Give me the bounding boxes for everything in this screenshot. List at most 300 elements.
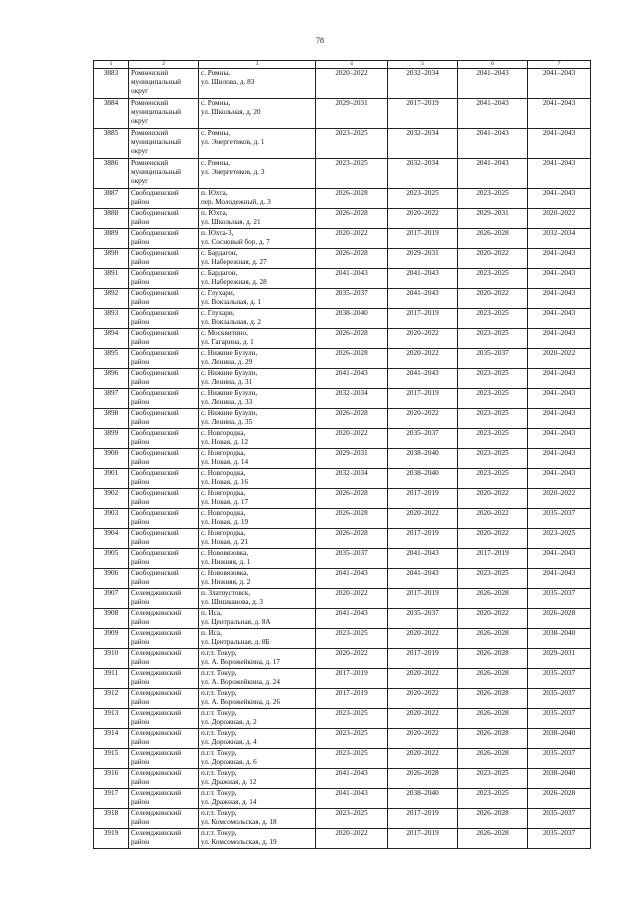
table-row <box>94 829 591 849</box>
address-cell-line: ул. Новая, д. 16 <box>201 478 249 486</box>
district-cell <box>129 589 199 609</box>
period-cell-4: 2023–2025 <box>316 809 388 829</box>
address-cell-line: с. Бардагон, <box>201 269 238 277</box>
table-row <box>94 159 591 189</box>
address-cell-line: п. Иса, <box>201 629 222 637</box>
district-cell-line: Селемджинский <box>131 709 182 717</box>
period-cell-7: 2035–2037 <box>528 829 591 849</box>
period-cell-5: 2038–2040 <box>388 449 458 469</box>
district-cell-line: Селемджинский <box>131 689 182 697</box>
period-cell-6: 2017–2019 <box>458 549 528 569</box>
row-number: 3916 <box>94 769 129 789</box>
register-table <box>93 60 591 849</box>
address-cell-line: ул. Сосновый бор, д. 7 <box>201 238 270 246</box>
address-cell-line: ул. Нижняя, д. 1 <box>201 558 251 566</box>
district-cell-line: район <box>131 458 150 466</box>
table-body <box>94 61 591 849</box>
district-cell-line: район <box>131 498 150 506</box>
district-cell-line: Свободненский <box>131 369 179 377</box>
address-cell-line: ул. Энергетиков, д. 3 <box>201 168 265 176</box>
address-cell-line: ул. Дорожная, д. 6 <box>201 758 257 766</box>
table-row <box>94 249 591 269</box>
period-cell-7: 2041–2043 <box>528 389 591 409</box>
period-cell-7: 2041–2043 <box>528 329 591 349</box>
address-cell-line: ул. Школьная, д. 20 <box>201 108 261 116</box>
district-cell-line: район <box>131 838 150 846</box>
period-cell-7: 2041–2043 <box>528 269 591 289</box>
district-cell <box>129 349 199 369</box>
table-row <box>94 769 591 789</box>
address-cell <box>199 709 316 729</box>
period-cell-5: 2038–2040 <box>388 469 458 489</box>
district-cell-line: Ромненский <box>131 159 169 167</box>
address-cell-line: п.г.т. Токур, <box>201 749 237 757</box>
address-cell-line: ул. Ленина, д. 35 <box>201 418 253 426</box>
district-cell-line: район <box>131 478 150 486</box>
address-cell <box>199 289 316 309</box>
row-number: 3894 <box>94 329 129 349</box>
row-number: 3901 <box>94 469 129 489</box>
address-cell-line: ул. Комсомольская, д. 18 <box>201 818 277 826</box>
address-cell-line: с. Новгородка, <box>201 529 246 537</box>
district-cell <box>129 429 199 449</box>
table-row <box>94 69 591 99</box>
address-cell-line: с. Новгородка, <box>201 489 246 497</box>
row-number: 3898 <box>94 409 129 429</box>
address-cell-line: с. Глухари, <box>201 289 235 297</box>
row-number: 3905 <box>94 549 129 569</box>
district-cell-line: район <box>131 438 150 446</box>
column-header: 3 <box>199 61 316 69</box>
period-cell-7: 2035–2037 <box>528 509 591 529</box>
address-cell-line: ул. Дражная, д. 14 <box>201 798 257 806</box>
period-cell-6: 2026–2028 <box>458 829 528 849</box>
district-cell-line: район <box>131 638 150 646</box>
period-cell-5: 2029–2031 <box>388 249 458 269</box>
period-cell-5: 2020–2022 <box>388 629 458 649</box>
period-cell-6: 2023–2025 <box>458 189 528 209</box>
address-cell <box>199 589 316 609</box>
district-cell-line: район <box>131 338 150 346</box>
period-cell-6: 2020–2022 <box>458 249 528 269</box>
period-cell-5: 2017–2019 <box>388 589 458 609</box>
period-cell-7: 2041–2043 <box>528 569 591 589</box>
district-cell <box>129 609 199 629</box>
table-row <box>94 209 591 229</box>
district-cell <box>129 649 199 669</box>
period-cell-5: 2017–2019 <box>388 389 458 409</box>
district-cell-line: Свободненский <box>131 509 179 517</box>
table-row <box>94 489 591 509</box>
row-number: 3897 <box>94 389 129 409</box>
period-cell-5: 2020–2022 <box>388 709 458 729</box>
address-cell <box>199 549 316 569</box>
period-cell-5: 2020–2022 <box>388 409 458 429</box>
district-cell-line: Селемджинский <box>131 669 182 677</box>
row-number: 3904 <box>94 529 129 549</box>
period-cell-7: 2038–2040 <box>528 629 591 649</box>
district-cell-line: округ <box>131 177 149 185</box>
period-cell-4: 2041–2043 <box>316 789 388 809</box>
address-cell <box>199 829 316 849</box>
row-number: 3887 <box>94 189 129 209</box>
address-cell-line: с. Новгородка, <box>201 429 246 437</box>
address-cell-line: ул. Дорожная, д. 2 <box>201 718 257 726</box>
period-cell-7: 2041–2043 <box>528 309 591 329</box>
district-cell <box>129 529 199 549</box>
period-cell-6: 2041–2043 <box>458 69 528 99</box>
table-row <box>94 549 591 569</box>
address-cell-line: ул. А. Ворожейкина, д. 17 <box>201 658 280 666</box>
district-cell-line: район <box>131 238 150 246</box>
table-row <box>94 429 591 449</box>
period-cell-5: 2020–2022 <box>388 329 458 349</box>
period-cell-4: 2029–2031 <box>316 99 388 129</box>
period-cell-4: 2026–2028 <box>316 349 388 369</box>
period-cell-5: 2041–2043 <box>388 289 458 309</box>
district-cell-line: Ромненский <box>131 99 169 107</box>
district-cell <box>129 689 199 709</box>
period-cell-5: 2026–2028 <box>388 769 458 789</box>
column-number-row <box>94 61 591 69</box>
address-cell-line: ул. Шилова, д. 83 <box>201 78 255 86</box>
address-cell <box>199 349 316 369</box>
address-cell-line: с. Ромны, <box>201 69 231 77</box>
period-cell-4: 2035–2037 <box>316 549 388 569</box>
period-cell-6: 2041–2043 <box>458 159 528 189</box>
table-row <box>94 669 591 689</box>
period-cell-6: 2023–2025 <box>458 789 528 809</box>
district-cell-line: район <box>131 218 150 226</box>
district-cell-line: Ромненский <box>131 129 169 137</box>
period-cell-7: 2041–2043 <box>528 369 591 389</box>
address-cell-line: ул. Ленина, д. 31 <box>201 378 253 386</box>
table-row <box>94 449 591 469</box>
address-cell-line: п. Юхта, <box>201 209 228 217</box>
address-cell <box>199 749 316 769</box>
district-cell <box>129 709 199 729</box>
period-cell-6: 2020–2022 <box>458 609 528 629</box>
period-cell-6: 2041–2043 <box>458 99 528 129</box>
period-cell-7: 2035–2037 <box>528 689 591 709</box>
period-cell-5: 2032–2034 <box>388 159 458 189</box>
period-cell-4: 2020–2022 <box>316 649 388 669</box>
address-cell-line: ул. Гагарина, д. 1 <box>201 338 254 346</box>
address-cell-line: п.г.т. Токур, <box>201 769 237 777</box>
district-cell <box>129 549 199 569</box>
district-cell-line: Селемджинский <box>131 629 182 637</box>
row-number: 3917 <box>94 789 129 809</box>
table-row <box>94 629 591 649</box>
district-cell-line: Свободненский <box>131 349 179 357</box>
period-cell-4: 2023–2025 <box>316 129 388 159</box>
address-cell <box>199 689 316 709</box>
address-cell <box>199 629 316 649</box>
address-cell <box>199 449 316 469</box>
row-number: 3918 <box>94 809 129 829</box>
period-cell-4: 2032–2034 <box>316 389 388 409</box>
row-number: 3895 <box>94 349 129 369</box>
district-cell <box>129 749 199 769</box>
address-cell-line: ул. А. Ворожейкина, д. 26 <box>201 698 280 706</box>
table-row <box>94 269 591 289</box>
period-cell-5: 2032–2034 <box>388 69 458 99</box>
period-cell-6: 2020–2022 <box>458 489 528 509</box>
table-row <box>94 729 591 749</box>
period-cell-6: 2041–2043 <box>458 129 528 159</box>
period-cell-7: 2041–2043 <box>528 159 591 189</box>
period-cell-4: 2041–2043 <box>316 269 388 289</box>
period-cell-7: 2041–2043 <box>528 469 591 489</box>
district-cell-line: Свободненский <box>131 269 179 277</box>
address-cell <box>199 369 316 389</box>
district-cell <box>129 829 199 849</box>
period-cell-5: 2041–2043 <box>388 369 458 389</box>
district-cell <box>129 309 199 329</box>
table-row <box>94 569 591 589</box>
address-cell <box>199 609 316 629</box>
period-cell-4: 2026–2028 <box>316 529 388 549</box>
district-cell-line: район <box>131 318 150 326</box>
district-cell-line: район <box>131 418 150 426</box>
address-cell-line: ул. Новая, д. 17 <box>201 498 249 506</box>
address-cell-line: ул. Вокзальная, д. 1 <box>201 298 261 306</box>
district-cell-line: Селемджинский <box>131 829 182 837</box>
period-cell-4: 2041–2043 <box>316 609 388 629</box>
address-cell <box>199 329 316 349</box>
period-cell-7: 2035–2037 <box>528 809 591 829</box>
table-row <box>94 369 591 389</box>
period-cell-5: 2020–2022 <box>388 509 458 529</box>
period-cell-5: 2023–2025 <box>388 189 458 209</box>
district-cell-line: район <box>131 578 150 586</box>
table-row <box>94 229 591 249</box>
period-cell-7: 2041–2043 <box>528 189 591 209</box>
district-cell-line: Селемджинский <box>131 809 182 817</box>
address-cell-line: п.г.т. Токур, <box>201 829 237 837</box>
row-number: 3888 <box>94 209 129 229</box>
table-row <box>94 309 591 329</box>
district-cell-line: Свободненский <box>131 569 179 577</box>
table-row <box>94 289 591 309</box>
period-cell-4: 2020–2022 <box>316 429 388 449</box>
address-cell-line: с. Нижние Бузули, <box>201 349 258 357</box>
period-cell-7: 2023–2025 <box>528 529 591 549</box>
period-cell-4: 2035–2037 <box>316 289 388 309</box>
district-cell-line: район <box>131 538 150 546</box>
district-cell-line: Селемджинский <box>131 789 182 797</box>
district-cell-line: район <box>131 658 150 666</box>
period-cell-5: 2020–2022 <box>388 349 458 369</box>
period-cell-6: 2035–2037 <box>458 349 528 369</box>
period-cell-4: 2026–2028 <box>316 329 388 349</box>
district-cell <box>129 809 199 829</box>
address-cell-line: п. Юхта-3, <box>201 229 234 237</box>
column-header: 7 <box>528 61 591 69</box>
district-cell-line: Селемджинский <box>131 589 182 597</box>
row-number: 3892 <box>94 289 129 309</box>
table-row <box>94 509 591 529</box>
district-cell <box>129 129 199 159</box>
period-cell-5: 2017–2019 <box>388 229 458 249</box>
district-cell-line: Свободненский <box>131 429 179 437</box>
period-cell-4: 2026–2028 <box>316 509 388 529</box>
period-cell-4: 2020–2022 <box>316 829 388 849</box>
row-number: 3908 <box>94 609 129 629</box>
address-cell <box>199 649 316 669</box>
period-cell-6: 2026–2028 <box>458 669 528 689</box>
district-cell-line: муниципальный <box>131 138 182 146</box>
period-cell-4: 2041–2043 <box>316 369 388 389</box>
period-cell-4: 2020–2022 <box>316 229 388 249</box>
period-cell-7: 2038–2040 <box>528 729 591 749</box>
period-cell-5: 2017–2019 <box>388 99 458 129</box>
address-cell <box>199 529 316 549</box>
table-row <box>94 99 591 129</box>
address-cell-line: ул. Дорожная, д. 4 <box>201 738 257 746</box>
period-cell-7: 2020–2022 <box>528 349 591 369</box>
period-cell-4: 2026–2028 <box>316 189 388 209</box>
address-cell <box>199 69 316 99</box>
district-cell <box>129 669 199 689</box>
address-cell-line: с. Москвитино, <box>201 329 248 337</box>
address-cell-line: с. Глухари, <box>201 309 235 317</box>
district-cell-line: район <box>131 518 150 526</box>
district-cell <box>129 469 199 489</box>
period-cell-7: 2038–2040 <box>528 769 591 789</box>
row-number: 3884 <box>94 99 129 129</box>
period-cell-6: 2023–2025 <box>458 329 528 349</box>
address-cell-line: ул. Энергетиков, д. 1 <box>201 138 265 146</box>
address-cell-line: с. Новгородка, <box>201 449 246 457</box>
period-cell-5: 2017–2019 <box>388 529 458 549</box>
period-cell-4: 2023–2025 <box>316 729 388 749</box>
period-cell-4: 2023–2025 <box>316 749 388 769</box>
district-cell-line: район <box>131 618 150 626</box>
district-cell-line: район <box>131 558 150 566</box>
table-row <box>94 409 591 429</box>
period-cell-5: 2038–2040 <box>388 789 458 809</box>
district-cell-line: Свободненский <box>131 229 179 237</box>
period-cell-4: 2020–2022 <box>316 69 388 99</box>
address-cell-line: ул. Комсомольская, д. 19 <box>201 838 277 846</box>
district-cell-line: муниципальный <box>131 168 182 176</box>
district-cell-line: Свободненский <box>131 329 179 337</box>
period-cell-4: 2029–2031 <box>316 449 388 469</box>
period-cell-5: 2017–2019 <box>388 649 458 669</box>
address-cell <box>199 669 316 689</box>
address-cell-line: ул. Вокзальная, д. 2 <box>201 318 261 326</box>
district-cell <box>129 209 199 229</box>
address-cell <box>199 209 316 229</box>
period-cell-4: 2026–2028 <box>316 409 388 429</box>
address-cell-line: ул. Центральная, д. 8Б <box>201 638 270 646</box>
period-cell-6: 2023–2025 <box>458 409 528 429</box>
row-number: 3914 <box>94 729 129 749</box>
row-number: 3886 <box>94 159 129 189</box>
period-cell-6: 2026–2028 <box>458 749 528 769</box>
district-cell-line: Свободненский <box>131 309 179 317</box>
district-cell <box>129 729 199 749</box>
period-cell-4: 2017–2019 <box>316 669 388 689</box>
address-cell-line: п.г.т. Токур, <box>201 689 237 697</box>
district-cell-line: район <box>131 278 150 286</box>
row-number: 3912 <box>94 689 129 709</box>
table-row <box>94 809 591 829</box>
row-number: 3883 <box>94 69 129 99</box>
period-cell-5: 2020–2022 <box>388 669 458 689</box>
address-cell-line: п. Златоустовск, <box>201 589 251 597</box>
row-number: 3896 <box>94 369 129 389</box>
district-cell <box>129 99 199 129</box>
address-cell-line: ул. Ленина, д. 33 <box>201 398 253 406</box>
address-cell-line: с. Нижние Бузули, <box>201 409 258 417</box>
row-number: 3915 <box>94 749 129 769</box>
period-cell-4: 2020–2022 <box>316 589 388 609</box>
district-cell <box>129 249 199 269</box>
period-cell-7: 2041–2043 <box>528 429 591 449</box>
district-cell <box>129 389 199 409</box>
address-cell-line: ул. Новая, д. 21 <box>201 538 249 546</box>
district-cell <box>129 159 199 189</box>
address-cell-line: ул. Новая, д. 12 <box>201 438 249 446</box>
period-cell-4: 2026–2028 <box>316 209 388 229</box>
period-cell-6: 2026–2028 <box>458 589 528 609</box>
period-cell-4: 2032–2034 <box>316 469 388 489</box>
district-cell <box>129 489 199 509</box>
district-cell-line: Свободненский <box>131 189 179 197</box>
district-cell-line: район <box>131 378 150 386</box>
period-cell-7: 2035–2037 <box>528 749 591 769</box>
row-number: 3899 <box>94 429 129 449</box>
address-cell-line: п.г.т. Токур, <box>201 789 237 797</box>
district-cell-line: район <box>131 398 150 406</box>
address-cell <box>199 309 316 329</box>
address-cell-line: п.г.т. Токур, <box>201 649 237 657</box>
district-cell <box>129 369 199 389</box>
district-cell-line: район <box>131 818 150 826</box>
district-cell-line: район <box>131 198 150 206</box>
period-cell-7: 2041–2043 <box>528 449 591 469</box>
period-cell-6: 2026–2028 <box>458 709 528 729</box>
district-cell-line: муниципальный <box>131 108 182 116</box>
district-cell <box>129 409 199 429</box>
row-number: 3907 <box>94 589 129 609</box>
address-cell <box>199 129 316 159</box>
table-row <box>94 649 591 669</box>
period-cell-5: 2020–2022 <box>388 689 458 709</box>
period-cell-5: 2041–2043 <box>388 549 458 569</box>
column-header: 1 <box>94 61 129 69</box>
period-cell-7: 2035–2037 <box>528 669 591 689</box>
period-cell-7: 2035–2037 <box>528 589 591 609</box>
period-cell-6: 2026–2028 <box>458 729 528 749</box>
period-cell-7: 2041–2043 <box>528 99 591 129</box>
row-number: 3900 <box>94 449 129 469</box>
district-cell-line: район <box>131 678 150 686</box>
period-cell-7: 2041–2043 <box>528 129 591 159</box>
district-cell <box>129 789 199 809</box>
table-row <box>94 189 591 209</box>
period-cell-6: 2026–2028 <box>458 649 528 669</box>
row-number: 3919 <box>94 829 129 849</box>
address-cell-line: ул. Новая, д. 19 <box>201 518 249 526</box>
row-number: 3910 <box>94 649 129 669</box>
address-cell-line: ул. Новая, д. 14 <box>201 458 249 466</box>
period-cell-4: 2023–2025 <box>316 629 388 649</box>
period-cell-4: 2023–2025 <box>316 159 388 189</box>
period-cell-6: 2023–2025 <box>458 389 528 409</box>
